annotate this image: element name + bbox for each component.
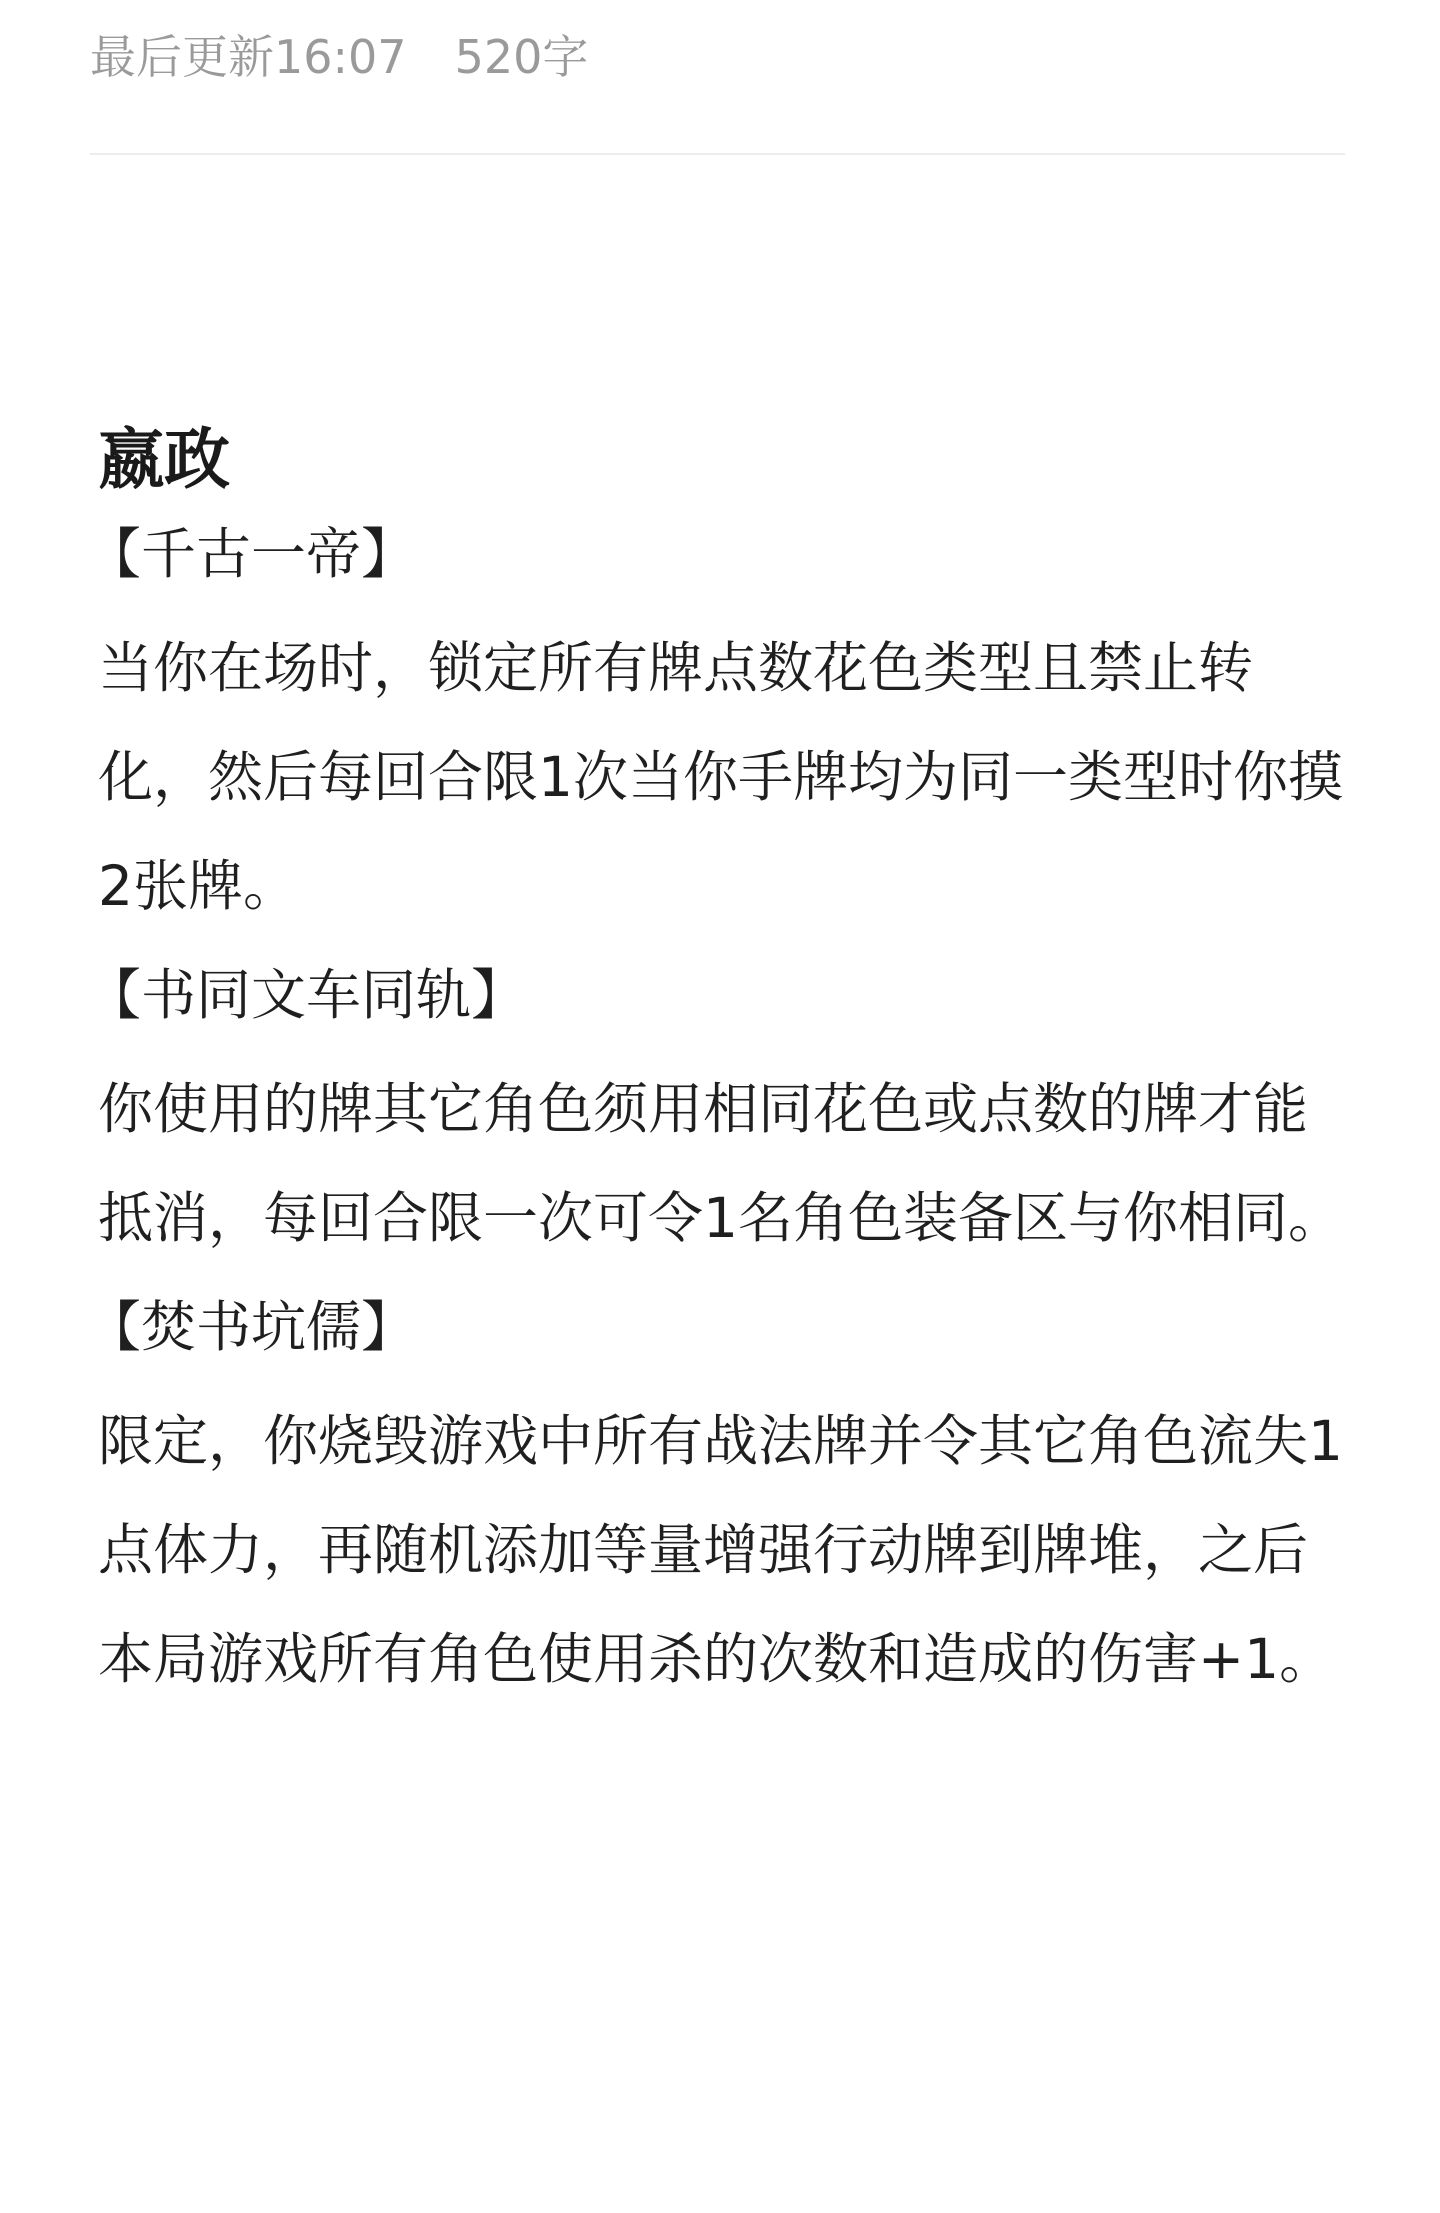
note-body[interactable] — [86, 410, 1348, 1730]
skill-1-name: 【千古一帝】 — [86, 522, 417, 586]
skill-3-description: 限定，你烧毁游戏中所有战法牌并令其它角色流失1点体力，再随机添加等量增强行动牌到牌堆，之后本局游戏所有角色使用杀的次数和造成的伤害+1。 — [98, 1409, 1343, 1691]
skill-3-name: 【焚书坑儒】 — [86, 1295, 417, 1359]
last-updated-text: 最后更新16:07 — [90, 30, 407, 84]
skill-1-description: 当你在场时，锁定所有牌点数花色类型且禁止转化，然后每回合限1次当你手牌均为同一类型时你摸2张牌。 — [98, 636, 1343, 918]
skill-2-name: 【书同文车同轨】 — [86, 963, 527, 1027]
skill-2-description: 你使用的牌其它角色须用相同花色或点数的牌才能抵消，每回合限一次可令1名角色装备区与你相同。 — [98, 1077, 1343, 1250]
header-divider — [90, 153, 1345, 155]
note-meta — [90, 22, 588, 92]
character-name: 嬴政 — [98, 421, 230, 498]
word-count-text: 520字 — [454, 30, 589, 84]
